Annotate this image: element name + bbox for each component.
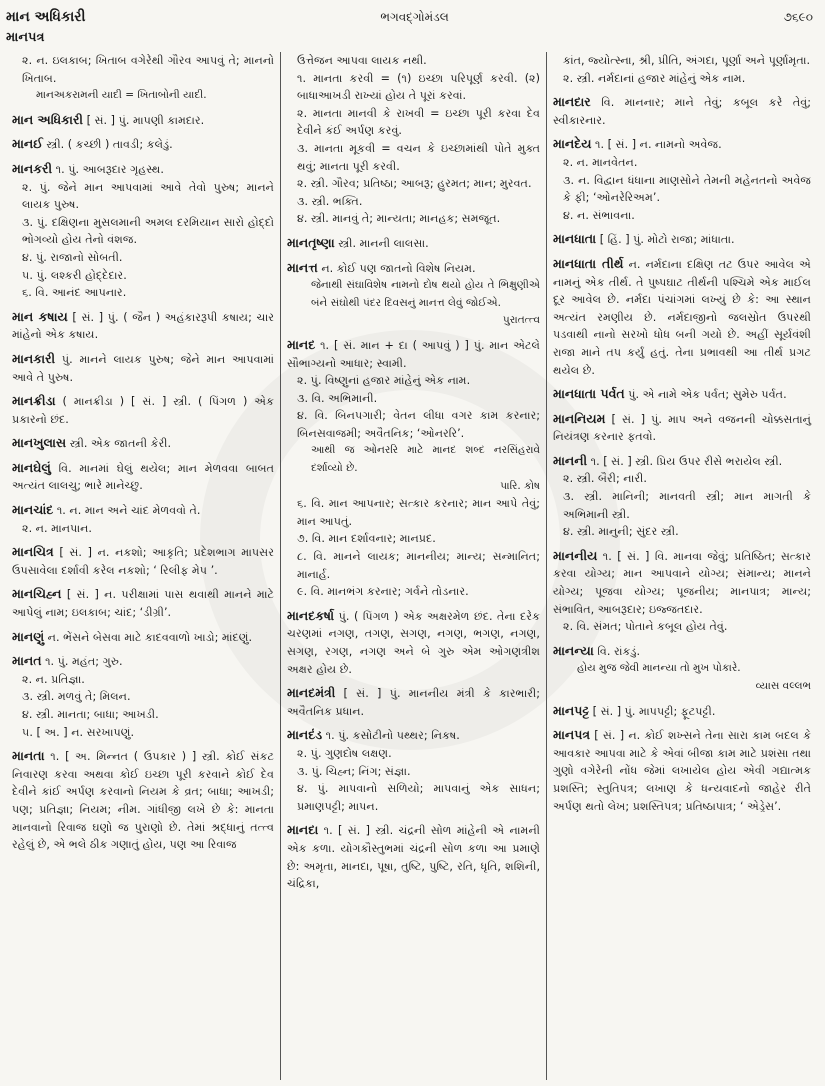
definition-text: ૮. વિ. માનને લાયક; માનનીય; માન્ય; સન્માનિત; માનાર્હ. bbox=[297, 550, 540, 581]
quotation: આથી જ ઓનરરિ માટે માનદ શબ્દ નરસિંહરાવે દર્શાવ્યો છે. bbox=[311, 444, 540, 475]
dictionary-entry bbox=[12, 585, 274, 621]
dictionary-entry bbox=[287, 52, 540, 228]
column-3 bbox=[547, 52, 817, 1080]
headword: માનચિહ્ન bbox=[12, 586, 62, 602]
column-1 bbox=[6, 52, 281, 1080]
dictionary-entry bbox=[12, 392, 274, 428]
headword: માનદા bbox=[287, 822, 319, 838]
definition-text: ન. ભેંસને બેસવા માટે કાદવવાળો ખાડો; માંદણું. bbox=[47, 630, 253, 644]
definition-text: કાંત, જ્યોત્સ્ના, શ્રી, પ્રીતિ, અંગદા, પૂર્ણા અને પૂર્ણામૃતા. bbox=[563, 54, 811, 67]
definition-text: [ સં. ] પું. ( જૈન ) અહંકારરૂપી કષાય; ચાર માંહેનો એક કષાય. bbox=[12, 310, 274, 342]
dictionary-entry bbox=[553, 93, 811, 129]
headword: માનત bbox=[12, 653, 42, 669]
dictionary-entry bbox=[553, 642, 811, 696]
headword: માનતા bbox=[12, 748, 45, 764]
dictionary-entry bbox=[553, 135, 811, 224]
definition-text: પું. માનને લાયક પુરુષ; જેને માન આપવામાં આવે તે પુરુષ. bbox=[12, 352, 274, 384]
definition-text: ન. નર્મદાના દક્ષિણ તટ ઉપર આવેલ એ નામનું એક તીર્થ. તે પુષ્પઘાટ તીર્થની પશ્ચિમે એક માઈલ દૂર આવેલ છે. નર્મદા પંચાંગમાં લખ્યું છે કે: આ સ્થાન અત્યંત રમણીય છે. નર્મદાજીનો જલસ્રોત ઉપરથી પડવાથી નાનો સરખો ધોધ બની ગયો છે. અહીં સૂર્યવંશી રાજા માને તપ કર્યું હતું. તેના પ્રભાવથી આ તીર્થ પ્રગટ થયેલ છે. bbox=[553, 257, 811, 377]
headword: માનત્ત bbox=[287, 259, 318, 275]
definition-text: ૪. સ્ત્રી. માનતા; બાધા; આખડી. bbox=[22, 708, 159, 721]
headword: માનદ bbox=[287, 336, 316, 352]
dictionary-entry bbox=[287, 234, 540, 253]
dictionary-entry bbox=[12, 628, 274, 647]
headword: માનદેય bbox=[553, 136, 592, 152]
dictionary-entry bbox=[12, 308, 274, 344]
definition-text: ૩. ન. વિદ્વાન ધંધાના માણસોને તેમની મહેનતનો અવેજ કે ફી; ‘ઓનરેરિઅમ’. bbox=[563, 173, 811, 205]
dictionary-entry bbox=[12, 135, 274, 154]
dictionary-entry bbox=[12, 747, 274, 854]
headword: માનકારી bbox=[12, 350, 56, 366]
dictionary-entry bbox=[553, 255, 811, 379]
dictionary-entry bbox=[553, 52, 811, 87]
definition-text: ૧. ન. માન અને ચાંદ મેળવવો તે. bbox=[56, 504, 201, 518]
definition-text: ૪. સ્ત્રી. માનવું તે; માન્યતા; માનહક; સમજૂત. bbox=[297, 212, 501, 226]
headword: માનધાતા તીર્થ bbox=[553, 255, 624, 271]
definition-text: ૬. વિ. આનંદ આપનાર. bbox=[22, 286, 127, 300]
definition-text: ૨. સ્ત્રી. બૈરી; નારી. bbox=[563, 472, 647, 486]
guide-word-left: માન અધિકારી bbox=[6, 9, 86, 25]
definition-text: વિ. માનનાર; માને તેવું; કબૂલ કરે તેવું; સ્વીકારનાર. bbox=[553, 96, 811, 127]
definition-text: ૭. વિ. માન દર્શાવનાર; માનપ્રદ. bbox=[297, 532, 436, 546]
dictionary-entry bbox=[553, 726, 811, 815]
headword: માનઈ bbox=[12, 136, 43, 152]
definition-text: સ્ત્રી. ( કચ્છી ) તાવડી; કલેડું. bbox=[46, 138, 173, 152]
definition-text: ૨. ન. માનપાન. bbox=[22, 521, 92, 535]
headword: માનપટ્ટ bbox=[553, 702, 590, 718]
definition-text: ૧. પું. મહંત; ગુરુ. bbox=[45, 655, 123, 669]
headword: માનઘેલું bbox=[12, 459, 51, 475]
dictionary-entry bbox=[287, 259, 540, 330]
definition-text: ૧. [ સં. માન + દા ( આપવું ) ] પું. માન એટલે સૌભાગ્યનો આધાર; સ્વામી. bbox=[287, 338, 540, 370]
definition-text: ૨. સ્ત્રી. ગૌરવ; પ્રતિષ્ઠા; આબરૂ; હુરમત; માન; મુરવત. bbox=[297, 177, 532, 191]
definition-text: ૨. વિ. સંમત; પોતાને કબૂલ હોય તેવું. bbox=[563, 620, 728, 634]
dictionary-entry bbox=[12, 111, 274, 130]
definition-text: ન. કોઈ પણ જાતનો વિશેષ નિયમ. bbox=[321, 261, 476, 275]
definition-text: ૧. [ અ. મિન્નત ( ઉપકાર ) ] સ્ત્રી. કોઈ સંકટ નિવારણ કરવા અથવા કોઈ ઇચ્છા પૂરી કરવાને કોઈ દેવ દેવીને કાંઈ અર્પણ કરવાનો નિયમ કે વ્રત; બાધા; આખડી; પણ; પ્રતિજ્ઞા; નિયમ; નીમ. ગાંધીજી લખે છે કે: માનતા માનવાનો રિવાજ ઘણો જ પુરાણો છે. તેમાં શ્રદ્ધાનું તત્ત્વ રહેલું છે, એ ભલે ઠીક ગણાતું હોય, પણ આ રિવાજ bbox=[12, 750, 274, 852]
dictionary-title: ભગવદ્ગોમંડલ bbox=[380, 9, 449, 24]
definition-text: પું. ( પિંગળ ) એક અક્ષરમેળ છંદ. તેના દરેક ચરણમાં નગણ, તગણ, સગણ, નગણ, ભગણ, નગણ, સગણ, રગણ, નગણ અને બે ગુરુ એમ ઓગણત્રીશ અક્ષર હોય છે. bbox=[287, 609, 540, 676]
dictionary-entry bbox=[553, 385, 811, 404]
definition-text: ૩. પું. ચિહ્ન; નિંગ; સંજ્ઞા. bbox=[297, 764, 411, 778]
headword: માનક્રીડા bbox=[12, 393, 56, 409]
dictionary-entry bbox=[287, 684, 540, 720]
definition-text: ૨. પું. વિષ્ણુનાં હજાર માંહેનું એક નામ. bbox=[297, 374, 471, 388]
dictionary-entry bbox=[12, 543, 274, 579]
definition-text: ૨. પું. જેને માન આપવામાં આવે તેવો પુરુષ; માનને લાયક પુરુષ. bbox=[22, 180, 274, 212]
definition-text: ૪. સ્ત્રી. માનુની; સુંદર સ્ત્રી. bbox=[563, 525, 679, 539]
page-header bbox=[6, 6, 813, 28]
headword: માનનિયમ bbox=[553, 410, 606, 426]
definition-text: ૩. વિ. અભિમાની. bbox=[297, 391, 378, 405]
headword: માનની bbox=[553, 452, 588, 468]
dictionary-entry bbox=[553, 230, 811, 249]
definition-text: સ્ત્રી. માનની લાલસા. bbox=[338, 236, 429, 250]
column-2 bbox=[281, 52, 547, 1080]
headword: માનન્યા bbox=[553, 642, 594, 658]
definition-text: ૪. પું. માપવાનો સળિયો; માપવાનું એક સાધન; પ્રમાણપટ્ટી; માપન. bbox=[297, 782, 540, 813]
page-number: ૭૬૯૦ bbox=[783, 9, 813, 24]
definition-text: ૬. વિ. માન આપનાર; સત્કાર કરનાર; માન આપે તેવું; માન આપતું. bbox=[297, 497, 540, 528]
definition-text: ૧. [ સં. ] સ્ત્રી. ચંદ્રની સોળ માંહેની એ નામની એક કળા. યોગકૌસ્તુભમાં ચંદ્રની સોળ કળા આ પ્રમાણે છે: અમૃતા, માનદા, પૂષા, તુષ્ટિ, પુષ્ટિ, રતિ, ધૃતિ, શશિની, ચંદ્રિકા, bbox=[287, 824, 540, 891]
dictionary-entry bbox=[287, 821, 540, 892]
dictionary-entry bbox=[12, 652, 274, 741]
definition-text: [ સં. ] પું. માપપટ્ટી; ફૂટપટ્ટી. bbox=[592, 704, 716, 718]
definition-text: ૧. [ સં. ] સ્ત્રી. પ્રિય ઉપર રીસે ભરાયેલ સ્ત્રી. bbox=[590, 454, 783, 468]
dictionary-entry bbox=[287, 336, 540, 601]
dictionary-entry bbox=[287, 726, 540, 815]
dictionary-entry bbox=[12, 350, 274, 386]
headword: માનનીય bbox=[553, 547, 598, 563]
definition-text: ૩. માનતા મૂકવી = વચન કે ઇચ્છામાંથી પોતે મુક્ત થવું; માનતા પૂરી કરવી. bbox=[297, 141, 540, 173]
dictionary-entry bbox=[12, 434, 274, 453]
dictionary-entry bbox=[12, 160, 274, 302]
definition-text: [ સં. ] પું. માપણી કામદાર. bbox=[86, 113, 205, 127]
quotation: માનઅકરામની યાદી = ખિતાબોની યાદી. bbox=[36, 89, 207, 102]
headword: માનણું bbox=[12, 628, 45, 644]
headword: માન કષાય bbox=[12, 308, 68, 324]
definition-text: ( માનક્રીડા ) [ સં. ] સ્ત્રી. ( પિંગળ ) એક પ્રકારનો છંદ. bbox=[12, 395, 275, 426]
definition-text: વિ. માનમાં ઘેલું થયેલ; માન મેળવવા બાબત અત્યંત લાલચુ; ભારે માનેચ્છુ. bbox=[12, 461, 274, 493]
definition-text: ૧. પું. કસોટીનો પથ્થર; નિકષ. bbox=[325, 729, 460, 743]
definition-text: પું. એ નામે એક પર્વત; સુમેરુ પર્વત. bbox=[628, 388, 787, 402]
headword: માનદંડ bbox=[287, 727, 323, 743]
quotation: જેનાથી સંઘાવિશેષ નામનો દોષ થયો હોય તે ભિક્ષુણીએ બંને સંઘોથી પંદર દિવસનું માનત્ત લેવું જોઈએ. bbox=[311, 279, 540, 309]
headword: માનપત્ર bbox=[553, 727, 591, 743]
definition-text: ૩. સ્ત્રી. મળવું તે; મિલન. bbox=[22, 690, 131, 704]
definition-text: ૪. ન. સંભાવના. bbox=[563, 208, 635, 222]
dictionary-entry bbox=[553, 410, 811, 446]
definition-text: ૨. પું. ગુણદોષ લક્ષણ. bbox=[297, 746, 392, 760]
headword: માનચિત્ર bbox=[12, 544, 54, 560]
definition-text: ૪. વિ. બિનપગારી; વેતન લીધા વગર કામ કરનાર; બિનસવાજમી; અવૈતનિક; ‘ઓનરરિ’. bbox=[297, 409, 540, 440]
quotation: હોય મુજ જેવી માનન્યા તો મુખ પોકારે. bbox=[577, 662, 741, 675]
headword: માનતૃષ્ણા bbox=[287, 234, 335, 250]
quotation-source: વ્યાસ વલ્લભ bbox=[755, 680, 811, 692]
definition-text: વિ. રાંકડું. bbox=[597, 644, 641, 658]
headword: માનદકર્ષા bbox=[287, 607, 335, 623]
headword: માનદમંત્રી bbox=[287, 685, 336, 701]
dictionary-entry bbox=[12, 459, 274, 495]
definition-text: ૩. સ્ત્રી. માનિની; માનવતી સ્ત્રી; માન માગતી કે અભિમાની સ્ત્રી. bbox=[563, 490, 811, 521]
headword: માનખુલાસ bbox=[12, 435, 67, 451]
dictionary-entry bbox=[287, 607, 540, 678]
definition-text: ૧. [ સં. ] ન. નામનો અવેજ. bbox=[595, 138, 722, 152]
definition-text: ૩. પું. દક્ષિણના મુસલમાની અમલ દરમિયાન સારો હોદ્દો ભોગવ્યો હોય તેનો વંશજ. bbox=[22, 215, 274, 247]
quotation-source: પુરાતત્ત્વ bbox=[502, 314, 540, 327]
definition-text: ૨. સ્ત્રી. નર્મદાનાં હજાર માંહેનું એક નામ. bbox=[563, 71, 746, 85]
quotation-source: પારિ. કોષ bbox=[500, 479, 540, 492]
guide-word-sub: માનપત્ર bbox=[6, 30, 45, 45]
definition-text: [ સં. ] ન. નકશો; આકૃતિ; પ્રદેશભાગ માપસર ઉપસાવેલા દર્શાવી કરેલ નકશો; ‘ રિલીફ મેપ ’. bbox=[12, 546, 274, 577]
dictionary-columns bbox=[6, 52, 817, 1080]
definition-text: ૧. [ સં. ] વિ. માનવા જેવું; પ્રતિષ્ઠિત; સત્કાર કરવા યોગ્ય; માન આપવાને યોગ્ય; સંમાન્ય; માનને યોગ્ય; પૂજવા યોગ્ય; પૂજનીય; માનપાત્ર; માન્ય; સંભાવિત, આબરૂદાર; ઇજ્જતદાર. bbox=[553, 549, 812, 616]
definition-text: ૫. પું. લશ્કરી હોદ્દેદાર. bbox=[22, 268, 127, 282]
definition-text: ૨. ન. ઇલકાબ; ખિતાબ વગેરેથી ગૌરવ આપવું તે; માનનો ખિતાબ. bbox=[22, 54, 274, 85]
headword: માનધાતા bbox=[553, 231, 597, 247]
headword: માનકરી bbox=[12, 160, 53, 176]
headword: માન અધિકારી bbox=[12, 111, 83, 127]
definition-text: સ્ત્રી. એક જાતની કેરી. bbox=[69, 437, 172, 451]
definition-text: [ સં. ] પું. માનનીય મંત્રી કે કારભારી; અવૈતનિક પ્રધાન. bbox=[287, 687, 540, 718]
definition-text: ૪. પું. રાજાનો સોબતી. bbox=[22, 250, 123, 264]
definition-text: ૫. [ અ. ] ન. સરખાપણું. bbox=[22, 725, 135, 739]
dictionary-entry bbox=[12, 501, 274, 537]
dictionary-entry bbox=[12, 52, 274, 105]
definition-text: [ સં. ] ન. કોઈ શખ્સને તેના સારા કામ બદલ કે આવકાર આપવા માટે કે એવાં બીજા કામ માટે પ્રશંસા તથા ગુણો વગેરેની નોંધ જેમાં લખાયેલ હોય એવી ગદ્યાત્મક પ્રશસ્તિ; સ્તુતિપત્ર; લખાણ કે ધન્યવાદનો જાહેર રીતે અર્પણ થતો લેખ; પ્રશસ્તિપત્ર; પ્રતિષ્ઠાપાત્ર; ‘ એડ્રેસ’. bbox=[553, 729, 811, 813]
headword: માનધાતા પર્વત bbox=[553, 386, 625, 402]
definition-text: ૨. માનતા માનવી કે રાખવી = ઇચ્છા પૂરી કરવા દેવ દેવીને કંઈ અર્પણ કરવું. bbox=[297, 106, 540, 138]
definition-text: ૨. ન. માનવેતન. bbox=[563, 155, 638, 169]
dictionary-entry bbox=[553, 452, 811, 541]
definition-text: [ સં. ] ન. પરીક્ષામાં પાસ થવાથી માનને માટે આપેલું નામ; ઇલકાબ; ચાંદ; ‘ડીગ્રી’. bbox=[12, 588, 274, 620]
definition-text: ૧. પું. આબરૂદાર ગૃહસ્થ. bbox=[55, 162, 164, 176]
definition-text: ૧. માનતા કરવી = (૧) ઇચ્છા પરિપૂર્ણ કરવી. (૨) બાધાઆખડી રાખ્યાં હોય તે પૂરાં કરવાં. bbox=[297, 71, 540, 103]
dictionary-entry bbox=[553, 702, 811, 721]
dictionary-entry bbox=[553, 547, 811, 636]
definition-text: ૨. ન. પ્રતિજ્ઞા. bbox=[22, 672, 85, 686]
definition-text: [ હિં. ] પું. મોટો રાજા; માંધાતા. bbox=[599, 233, 735, 247]
definition-text: ઉત્તેજન આપવા લાયક નથી. bbox=[297, 54, 427, 67]
headword: માનદાર bbox=[553, 94, 591, 110]
definition-text: ૯. વિ. માનભંગ કરનાર; ગર્વને તોડનાર. bbox=[297, 585, 469, 599]
definition-text: ૩. સ્ત્રી. ભક્તિ. bbox=[297, 194, 363, 208]
definition-text: [ સં. ] પું. માપ અને વજનની ચોક્કસતાનું નિયંત્રણ કરનાર ફતવો. bbox=[553, 412, 811, 444]
headword: માનચાંદ bbox=[12, 502, 54, 518]
